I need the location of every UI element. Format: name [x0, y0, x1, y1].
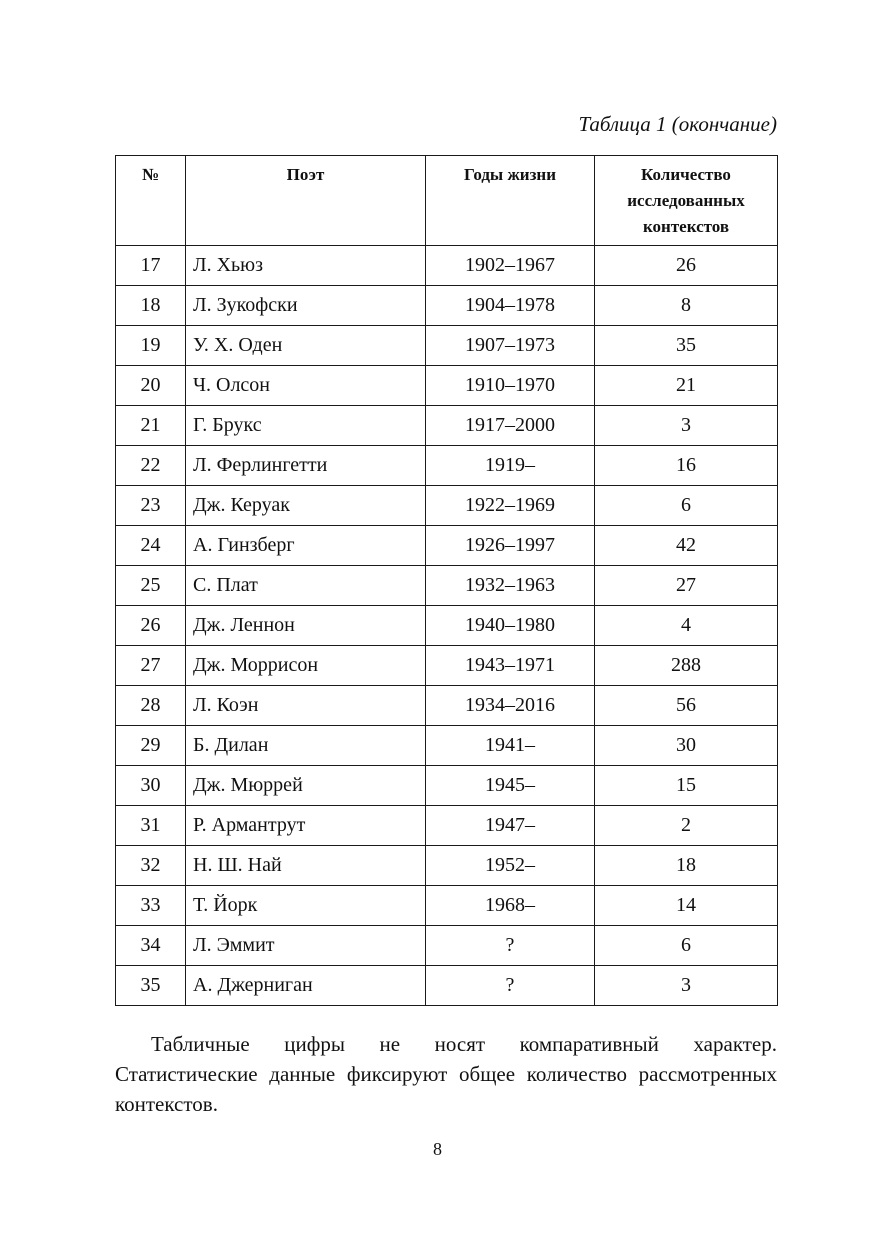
cell-count: 35: [595, 326, 778, 366]
cell-count: 288: [595, 646, 778, 686]
table-row: [116, 686, 778, 726]
cell-years: 1968–: [426, 886, 595, 926]
cell-years: 1907–1973: [426, 326, 595, 366]
cell-count: 4: [595, 606, 778, 646]
cell-number: 33: [116, 886, 186, 926]
cell-poet: Б. Дилан: [186, 726, 426, 766]
cell-number: 32: [116, 846, 186, 886]
cell-count: 8: [595, 286, 778, 326]
cell-number: 21: [116, 406, 186, 446]
table-row: [116, 606, 778, 646]
cell-count: 26: [595, 246, 778, 286]
header-number: №: [116, 156, 186, 246]
cell-count: 3: [595, 406, 778, 446]
cell-number: 25: [116, 566, 186, 606]
table-row: [116, 766, 778, 806]
table-row: [116, 886, 778, 926]
table-row: [116, 486, 778, 526]
cell-years: 1919–: [426, 446, 595, 486]
cell-poet: С. Плат: [186, 566, 426, 606]
table-row: [116, 366, 778, 406]
table-header-row: [116, 156, 778, 246]
cell-years: 1910–1970: [426, 366, 595, 406]
cell-count: 14: [595, 886, 778, 926]
cell-number: 30: [116, 766, 186, 806]
cell-poet: А. Джерниган: [186, 966, 426, 1006]
cell-years: 1940–1980: [426, 606, 595, 646]
cell-number: 29: [116, 726, 186, 766]
cell-count: 30: [595, 726, 778, 766]
cell-poet: Дж. Леннон: [186, 606, 426, 646]
table-row: [116, 246, 778, 286]
cell-poet: Т. Йорк: [186, 886, 426, 926]
cell-number: 26: [116, 606, 186, 646]
header-poet: Поэт: [186, 156, 426, 246]
cell-poet: Л. Коэн: [186, 686, 426, 726]
paragraph-text: Табличные цифры не носят компаративный характер. Статистические данные фиксируют общее количество рассмотренных контекстов.: [115, 1032, 777, 1116]
body-paragraph: [115, 1029, 777, 1119]
cell-count: 6: [595, 486, 778, 526]
cell-number: 35: [116, 966, 186, 1006]
cell-years: 1926–1997: [426, 526, 595, 566]
cell-count: 3: [595, 966, 778, 1006]
cell-years: 1902–1967: [426, 246, 595, 286]
header-count: Количество исследованных контекстов: [595, 156, 778, 246]
cell-poet: Л. Ферлингетти: [186, 446, 426, 486]
cell-count: 15: [595, 766, 778, 806]
cell-number: 20: [116, 366, 186, 406]
table-caption: Таблица 1 (окончание): [578, 112, 777, 136]
cell-years: 1917–2000: [426, 406, 595, 446]
cell-count: 18: [595, 846, 778, 886]
cell-number: 23: [116, 486, 186, 526]
cell-poet: Л. Эммит: [186, 926, 426, 966]
cell-count: 6: [595, 926, 778, 966]
cell-poet: Л. Хьюз: [186, 246, 426, 286]
table-row: [116, 286, 778, 326]
cell-number: 28: [116, 686, 186, 726]
cell-count: 21: [595, 366, 778, 406]
table-row: [116, 926, 778, 966]
cell-poet: Ч. Олсон: [186, 366, 426, 406]
cell-number: 31: [116, 806, 186, 846]
cell-number: 24: [116, 526, 186, 566]
cell-years: 1904–1978: [426, 286, 595, 326]
table-row: [116, 566, 778, 606]
table-row: [116, 846, 778, 886]
table-row: [116, 966, 778, 1006]
cell-poet: Л. Зукофски: [186, 286, 426, 326]
cell-years: ?: [426, 966, 595, 1006]
cell-poet: Дж. Керуак: [186, 486, 426, 526]
table-row: [116, 806, 778, 846]
cell-poet: Дж. Моррисон: [186, 646, 426, 686]
table-body: [116, 246, 778, 1006]
cell-years: 1922–1969: [426, 486, 595, 526]
cell-poet: Г. Брукс: [186, 406, 426, 446]
table-row: [116, 446, 778, 486]
cell-years: 1952–: [426, 846, 595, 886]
page-number: 8: [433, 1139, 442, 1159]
cell-count: 27: [595, 566, 778, 606]
cell-number: 27: [116, 646, 186, 686]
cell-years: 1941–: [426, 726, 595, 766]
table-row: [116, 326, 778, 366]
table-row: [116, 526, 778, 566]
cell-poet: Р. Армантрут: [186, 806, 426, 846]
poets-table: [115, 155, 778, 1006]
cell-years: ?: [426, 926, 595, 966]
cell-number: 19: [116, 326, 186, 366]
cell-number: 34: [116, 926, 186, 966]
cell-poet: Н. Ш. Най: [186, 846, 426, 886]
cell-years: 1932–1963: [426, 566, 595, 606]
table-row: [116, 646, 778, 686]
cell-years: 1943–1971: [426, 646, 595, 686]
cell-years: 1945–: [426, 766, 595, 806]
cell-poet: У. Х. Оден: [186, 326, 426, 366]
cell-number: 22: [116, 446, 186, 486]
table-row: [116, 406, 778, 446]
cell-count: 42: [595, 526, 778, 566]
header-years: Годы жизни: [426, 156, 595, 246]
cell-years: 1934–2016: [426, 686, 595, 726]
table-row: [116, 726, 778, 766]
cell-number: 18: [116, 286, 186, 326]
cell-number: 17: [116, 246, 186, 286]
cell-poet: А. Гинзберг: [186, 526, 426, 566]
cell-poet: Дж. Мюррей: [186, 766, 426, 806]
cell-count: 16: [595, 446, 778, 486]
cell-count: 2: [595, 806, 778, 846]
cell-years: 1947–: [426, 806, 595, 846]
cell-count: 56: [595, 686, 778, 726]
